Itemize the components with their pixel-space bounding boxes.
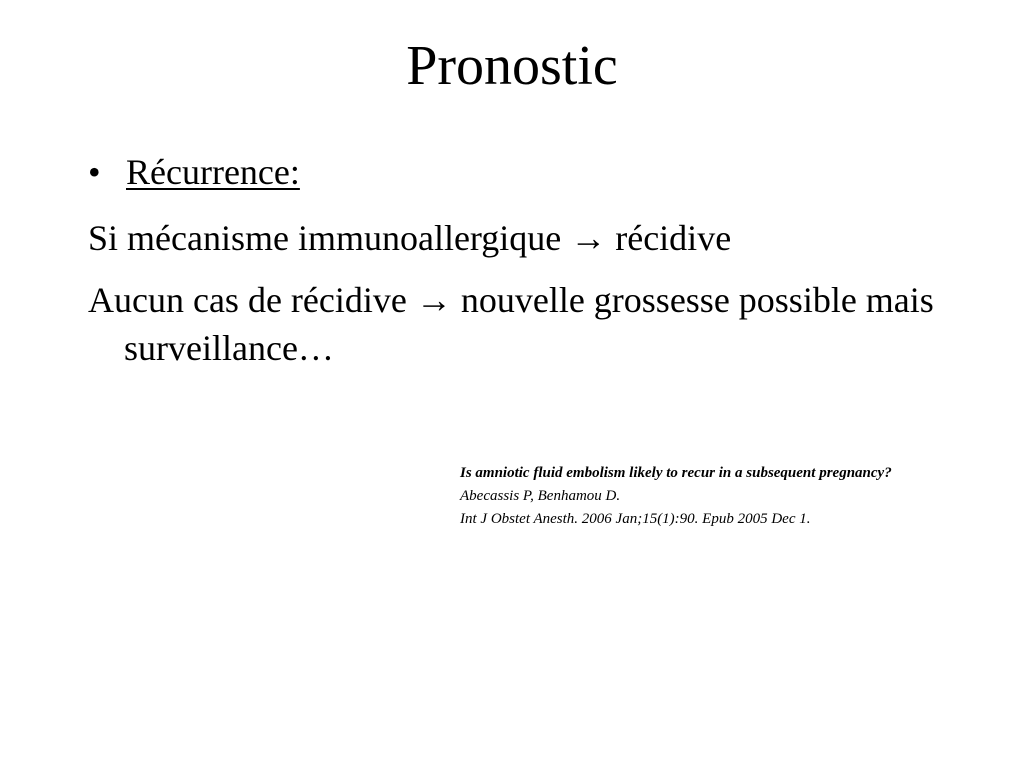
reference-citation <box>460 462 980 531</box>
slide-title: Pronostic <box>406 35 618 97</box>
reference-title: Is amniotic fluid embolism likely to recur in a subsequent pregnancy? <box>460 465 892 481</box>
bullet-icon: • <box>88 152 101 192</box>
paragraph-immunoallergic: Si mécanisme immunoallergique → récidive <box>88 218 732 258</box>
slide-body <box>88 148 968 372</box>
bullet-item-recurrence <box>88 148 968 200</box>
reference-journal: Int J Obstet Anesth. 2006 Jan;15(1):90. Epub 2005 Dec 1. <box>460 511 811 527</box>
paragraph-no-recurrence: Aucun cas de récidive → nouvelle grossesse possible mais surveillance… <box>88 280 934 368</box>
reference-authors: Abecassis P, Benhamou D. <box>460 488 621 504</box>
bullet-label: Récurrence: <box>126 152 300 192</box>
